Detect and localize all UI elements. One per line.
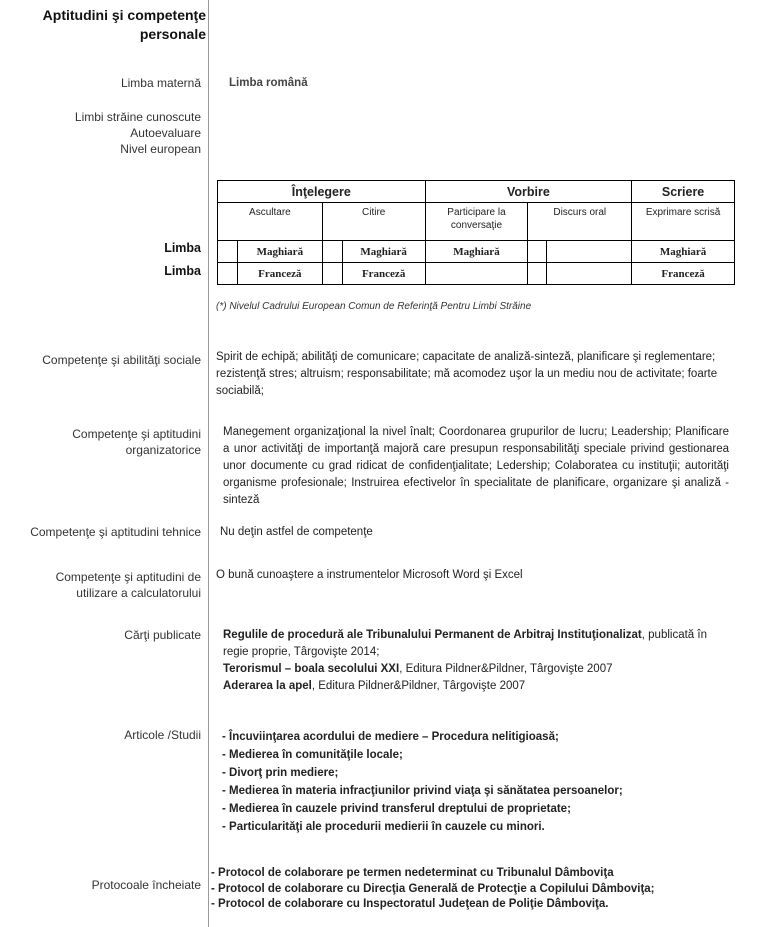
level-cell: [322, 263, 342, 285]
cell-written: Franceză: [632, 263, 735, 285]
computer-label-line2: utilizare a calculatorului: [76, 586, 201, 600]
level-cell: [528, 241, 547, 263]
book-item: [223, 678, 733, 695]
protocol-item: - Protocol de colaborare cu Direcţia Generală de Protecţie a Copilului Dâmboviţa;: [211, 882, 655, 895]
mother-tongue-value: Limba română: [229, 77, 308, 89]
cell-reading: Maghiară: [342, 241, 425, 263]
foreign-languages-label-line1: Limbi străine cunoscute: [74, 110, 201, 124]
language-row-label: Limba: [164, 241, 201, 255]
social-text: Spirit de echipă; abilităţi de comunicare; capacitate de analiză-sinteză, planificare şi reglementare; rezistenţă stres; altruism; responsabilitate; mă acomodez uşor la un mediu nou de activitate; foarte sociabilă;: [216, 351, 718, 397]
book-details: , Editura Pildner&Pildner, Târgovişte 2007: [311, 680, 526, 692]
cefr-note: (*) Nivelul Cadrului European Comun de Referinţă Pentru Limbi Străine: [216, 301, 532, 312]
subheader-interaction-line2: conversaţie: [450, 220, 503, 231]
organizational-label: [72, 426, 201, 458]
cell-oral: [547, 241, 632, 263]
book-title: Terorismul – boala secolului XXI: [223, 663, 400, 675]
cell-listening: Maghiară: [237, 241, 322, 263]
article-item: - Încuviinţarea acordului de mediere – Procedura nelitigioasă;: [222, 731, 559, 743]
subheader-interaction-line1: Participare la: [447, 207, 506, 218]
subheader-oral: Discurs oral: [528, 203, 632, 241]
language-row-label: Limba: [164, 264, 201, 278]
article-item: - Medierea în cauzele privind transferul dreptului de proprietate;: [222, 803, 571, 815]
computer-label: [56, 569, 201, 601]
computer-label-line1: Competenţe şi aptitudini de: [55, 570, 201, 584]
article-item: - Medierea în comunităţile locale;: [222, 749, 403, 761]
articles-list: [222, 728, 623, 836]
protocols-label: Protocoale încheiate: [91, 878, 201, 892]
header-speaking: Vorbire: [425, 181, 632, 203]
column-divider: [208, 0, 209, 927]
cell-reading: Franceză: [342, 263, 425, 285]
protocol-item: - Protocol de colaborare pe termen nedeterminat cu Tribunalul Dâmboviţa: [211, 867, 614, 879]
organizational-label-line1: Competenţe şi aptitudini: [72, 427, 201, 441]
cell-interaction: Maghiară: [425, 241, 528, 263]
level-cell: [218, 241, 238, 263]
foreign-languages-label: [75, 109, 201, 157]
subheader-reading: Citire: [322, 203, 425, 241]
cell-oral: [547, 263, 632, 285]
protocol-item: - Protocol de colaborare cu Inspectoratul Judeţean de Poliţie Dâmboviţa.: [211, 898, 609, 910]
section-title: [43, 6, 206, 44]
header-writing: Scriere: [632, 181, 735, 203]
language-table: [217, 180, 735, 285]
foreign-languages-label-line3: Nivel european: [120, 142, 201, 156]
technical-label: Competenţe şi aptitudini tehnice: [30, 525, 201, 539]
subheader-listening: Ascultare: [218, 203, 323, 241]
articles-label: Articole /Studii: [124, 728, 201, 742]
computer-text: O bună cunoaştere a instrumentelor Microsoft Word şi Excel: [216, 569, 523, 581]
level-cell: [528, 263, 547, 285]
books-list: [223, 627, 733, 695]
language-row: [218, 241, 735, 263]
section-title-line2: personale: [139, 26, 206, 42]
cell-interaction: [425, 263, 528, 285]
level-cell: [218, 263, 238, 285]
level-cell: [322, 241, 342, 263]
book-title: Aderarea la apel: [223, 680, 312, 692]
cell-written: Maghiară: [632, 241, 735, 263]
book-details: , publicată în regie proprie, Târgovişte 2014;: [223, 629, 707, 658]
book-item: [223, 661, 733, 678]
subheader-written: Exprimare scrisă: [632, 203, 735, 241]
organizational-label-line2: organizatorice: [125, 443, 201, 457]
books-label: Cărţi publicate: [124, 628, 201, 642]
subheader-interaction: [425, 203, 528, 241]
language-row: [218, 263, 735, 285]
article-item: - Medierea în materia infracţiunilor privind viaţa şi sănătatea persoanelor;: [222, 785, 623, 797]
book-item: [223, 627, 733, 661]
technical-text: Nu deţin astfel de competenţe: [220, 526, 373, 538]
protocols-list: [211, 866, 655, 913]
header-understanding: Înţelegere: [218, 181, 426, 203]
cell-listening: Franceză: [237, 263, 322, 285]
article-item: - Divorţ prin mediere;: [222, 767, 339, 779]
section-title-line1: Aptitudini şi competenţe: [42, 7, 206, 23]
book-title: Regulile de procedură ale Tribunalului Permanent de Arbitraj Instituţionalizat: [223, 629, 642, 641]
mother-tongue-label: Limba maternă: [120, 76, 201, 90]
book-details: , Editura Pildner&Pildner, Târgovişte 2007: [399, 663, 613, 675]
article-item: - Particularităţi ale procedurii medierii în cauzele cu minori.: [222, 821, 545, 833]
organizational-text: Manegement organizaţional la nivel înalt; Coordonarea grupurilor de lucru; Leadership; Planificare a unor activităţi de importanţă majoră care presupun responsabilităţi speciale privind gestionarea unor documente cu grad ridicat de confidenţialitate; Ledership; Colaboratea cu instituţii; autorităţi organisme profesionale; Instruirea efectivelor în specialitate de planificare, organizare şi analiză - sinteză: [223, 426, 729, 506]
foreign-languages-label-line2: Autoevaluare: [130, 126, 201, 140]
social-label: Competenţe şi abilităţi sociale: [42, 353, 201, 367]
